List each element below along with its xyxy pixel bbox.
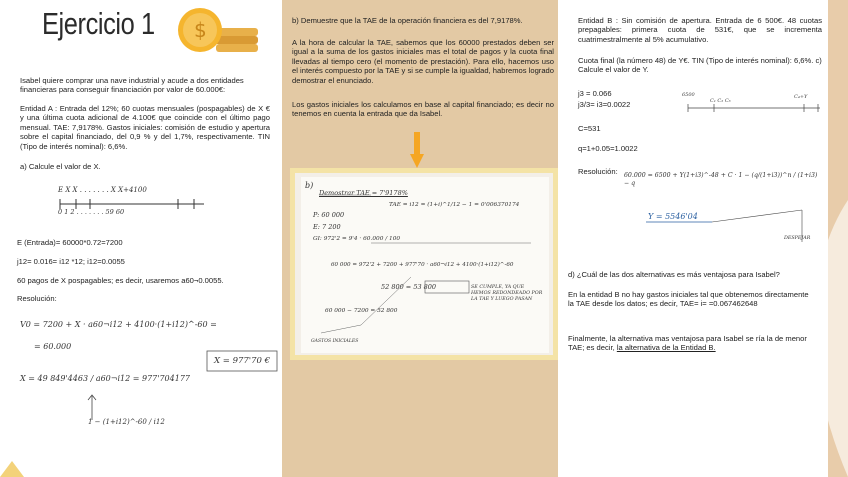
hw-b-gastos: GASTOS INICIALES <box>311 339 359 344</box>
hw-b-eq: 60 000 = 972'2 + 7200 + 977'70 · a60¬i12 + 4100·(1+i12)^-60 <box>331 262 514 268</box>
svg-text:$: $ <box>194 18 207 42</box>
cuota-text: Cuota final (la número 48) de Y€. TIN (Tipo de interés nominal): 6,6%. c) Calcule el valor de Y. <box>578 56 822 75</box>
hw-a-line2: = 60.000 <box>34 342 72 351</box>
corner-shape <box>788 200 848 477</box>
question-a: a) Calcule el valor de X. <box>20 162 101 171</box>
intro-text: Isabel quiere comprar una nave industrial y acude a dos entidades financieras para conseguir financiación por valor de 60.000€: <box>20 76 244 95</box>
hw-b-p: P: 60 000 <box>313 211 345 219</box>
answer-d2-conclusion: la alternativa de la Entidad B. <box>616 343 716 353</box>
hw-b-note: SE CUMPLE, YA QUE HEMOS REDONDEADO POR LA TAE Y LUEGO PASAN <box>471 285 543 302</box>
entrada-text: E (Entrada)= 60000*0.72=7200 <box>17 238 123 247</box>
c-text: C=531 <box>578 124 601 133</box>
explanation-b2: Los gastos iniciales los calculamos en base al capital financiado; es decir no tenemos en cuenta la entrada que da Isabel. <box>292 100 554 119</box>
hw-b-lines <box>301 177 549 353</box>
hw-b-result: 52 800 = 53 800 <box>381 283 437 291</box>
timeline-a-bottom: 0 1 2 . . . . . . . 59 60 <box>58 208 125 216</box>
i3-text: j3/3= i3=0.0022 <box>578 100 631 109</box>
hw-c-note: DESPEJAR <box>784 236 811 241</box>
j3-text: j3 = 0.066 <box>578 89 612 98</box>
resolucion-c-label: Resolución: <box>578 167 618 176</box>
answer-d2-text: Finalmente, la alternativa mas ventajosa para Isabel se ría la de menor TAE; es decir, <box>568 334 807 353</box>
hw-b-i12: TAE = i12 = (1+i)^1/12 − 1 = 0'006370174 <box>389 202 520 208</box>
hw-b-title: Demostrar TAE = 7'9178% <box>319 189 408 197</box>
rates-text: j12= 0.016= i12 *12; i12=0.0055 <box>17 257 125 266</box>
answer-d1: En la entidad B no hay gastos iniciales tal que obtenemos directamente la TAE desde los datos; es decir, TAE= i= =0.067462648 <box>568 290 809 309</box>
q-text: q=1+0.05=1.0022 <box>578 144 638 153</box>
answer-d2 <box>568 334 816 353</box>
entity-a-text: Entidad A : Entrada del 12%; 60 cuotas mensuales (pospagables) de X € y una última cuota adicional de 4.100€ que coincide con el último pago mensual. TAE: 7,9178%. Gastos iniciales: comisión de estudio y apertura sobre el capital financiado, del 0,9 % y del 1,7%, respectivamente. TIN (Tipo de interés nominal): 6,6%. <box>20 104 270 151</box>
hw-a-line3: X = 49 849'4463 / a60¬i12 = 977'704177 <box>20 374 191 383</box>
exercise-panel-middle <box>282 0 558 128</box>
entity-b-text: Entidad B : Sin comisión de apertura. Entrada de 6 500€. 48 cuotas prepagables: primera cuota de 531€, que se incrementa cuatrimestralmente al 5% acumulativo. <box>578 16 822 44</box>
hw-a-line1: V0 = 7200 + X · a60¬i12 + 4100·(1+i12)^-60 = <box>20 320 217 329</box>
explanation-b: A la hora de calcular la TAE, sabemos que los 60000 prestados deben ser igual a la suma de los gastos iniciales mas el total de pagos y la cuota final llevadas al tiempo cero (el momento de prestación). Para ello, hacemos uso el interés compuesto por la TAE y si se cumple la igualdad, habremos logrado demostrar el enunciado. <box>292 38 554 85</box>
hw-a-box <box>206 350 278 372</box>
page-title: Ejercicio 1 <box>42 6 155 41</box>
timeline-b <box>680 88 824 120</box>
svg-text:6500: 6500 <box>682 92 695 98</box>
svg-text:C₄+Y: C₄+Y <box>794 94 808 100</box>
resolucion-a-label: Resolución: <box>17 294 57 303</box>
hw-a-line5: 1 − (1+i12)^-60 / i12 <box>88 418 165 426</box>
hw-b-bottom: 60 000 − 7200 = 52 800 <box>325 308 398 314</box>
question-b: b) Demuestre que la TAE de la operación financiera es del 7,9178%. <box>292 16 523 25</box>
hw-a-arrow <box>82 392 102 422</box>
hw-c-eq: 60.000 = 6500 + Y(1+i3)^-48 + C · 1 − (q/(1+i3))^n / (1+i3) − q <box>624 172 818 187</box>
corner-triangle <box>0 459 24 477</box>
svg-text:C₁ C₂ C₃: C₁ C₂ C₃ <box>710 98 731 104</box>
handwritten-figure-b <box>290 168 558 360</box>
handwritten-paper <box>301 177 549 353</box>
coins-icon <box>172 2 262 58</box>
down-arrow-icon <box>410 132 424 168</box>
hw-b-e: E: 7 200 <box>313 223 341 231</box>
pagos-text: 60 pagos de X pospagables; es decir, usaremos a60¬0.0055. <box>17 276 224 285</box>
question-d: d) ¿Cuál de las dos alternativas es más ventajosa para Isabel? <box>568 270 780 279</box>
hw-c-result: Y = 5546'04 <box>648 212 698 221</box>
timeline-a-top: E X X . . . . . . . X X+4100 <box>58 186 147 194</box>
hw-b-label: b) <box>305 181 314 190</box>
exercise-panel-left <box>0 0 282 477</box>
hw-b-gi: GI: 972'2 = 9'4 · 60.000 / 100 <box>313 236 401 242</box>
hw-a-result: X = 977'70 € <box>214 356 271 366</box>
